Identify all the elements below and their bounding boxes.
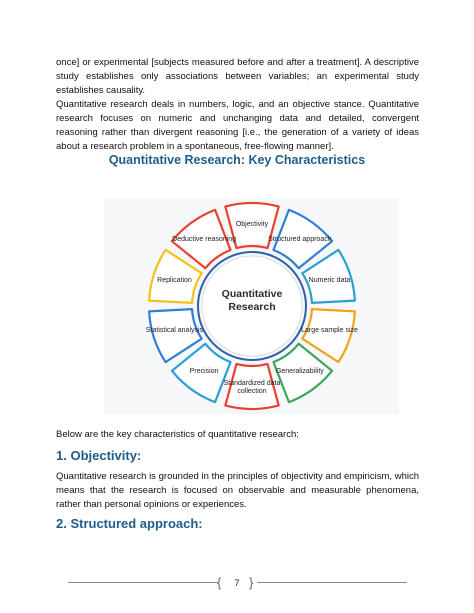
footer-line-left bbox=[68, 582, 218, 583]
hub-label bbox=[202, 288, 302, 314]
hub-label-line-2: Research bbox=[228, 301, 276, 313]
segment-label-3: Numeric data bbox=[308, 276, 351, 284]
segment-label-6: Standardized data collection bbox=[223, 379, 281, 395]
segment-label-7: Precision bbox=[189, 367, 219, 375]
segment-label-10: Deductive reasoning bbox=[172, 236, 236, 244]
segment-label-5: Generalizability bbox=[275, 367, 324, 375]
footer-line-right bbox=[257, 582, 407, 583]
segment-label-1: Objectivity bbox=[235, 220, 269, 228]
objectivity-paragraph: Quantitative research is grounded in the principles of objectivity and empiricism, which means that the research is focused on observable and measurable phenomena, rather than personal opinions or experiences. bbox=[56, 471, 419, 510]
segment-label-4: Large sample size bbox=[301, 327, 358, 335]
characteristics-diagram bbox=[104, 198, 399, 414]
list-intro: Below are the key characteristics of quantitative research: bbox=[56, 429, 299, 440]
heading-structured-approach: 2. Structured approach: bbox=[56, 516, 203, 531]
segment-label-2: Structured approach bbox=[268, 236, 332, 244]
segment-label-8: Statistical analysis bbox=[145, 327, 204, 335]
footer-bracket-right: } bbox=[249, 575, 254, 590]
segment-label-9: Replication bbox=[157, 276, 192, 284]
intro-paragraph-2: Quantitative research deals in numbers, logic, and an objective stance. Quantitative research focuses on numeric and unchanging data and detailed, convergent reasoning rather than divergent reasoning [i.e., the generation of a variety of ideas about a research problem in a spontaneous, free-flowing manner]. bbox=[56, 99, 419, 152]
page-number: 7 bbox=[234, 578, 240, 588]
hub-label-line-1: Quantitative bbox=[221, 288, 283, 300]
intro-paragraph-1: once] or experimental [subjects measured before and after a treatment]. A descriptive study establishes only associations between variables; an experimental study establishes causality. bbox=[56, 57, 419, 96]
footer-bracket-left: { bbox=[217, 575, 222, 590]
figure-title: Quantitative Research: Key Characteristics bbox=[108, 153, 366, 167]
heading-objectivity: 1. Objectivity: bbox=[56, 448, 142, 463]
